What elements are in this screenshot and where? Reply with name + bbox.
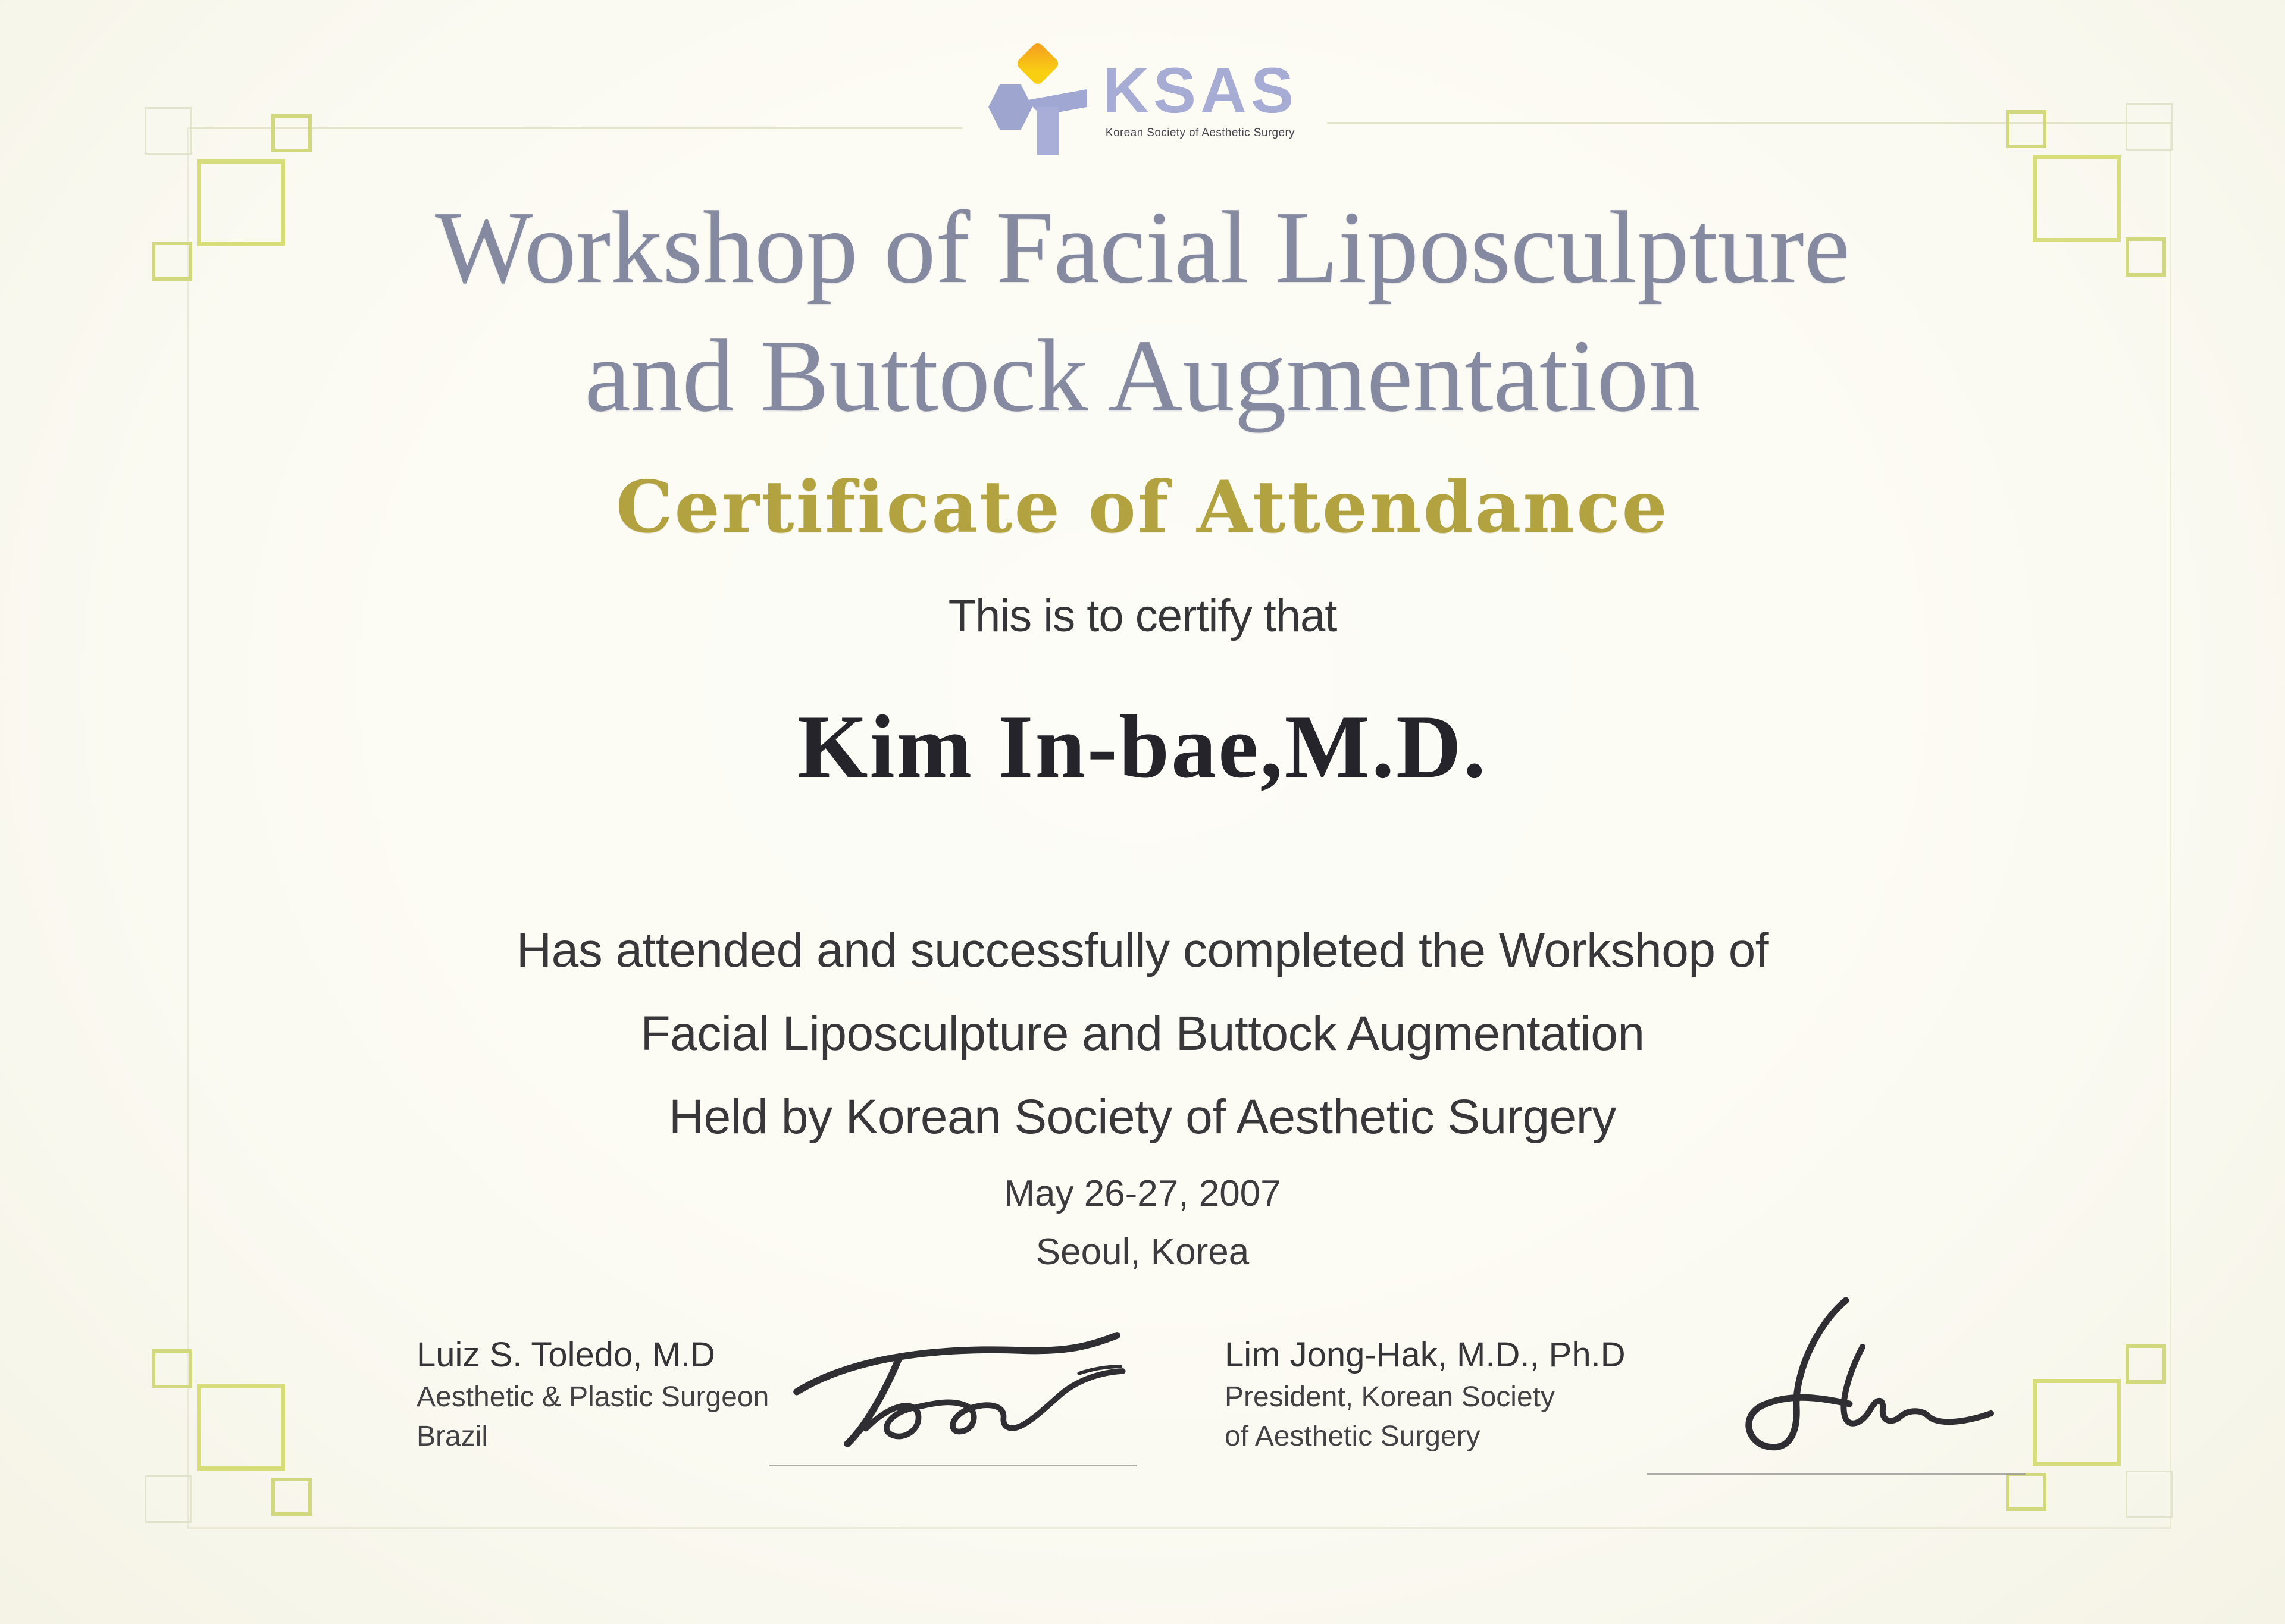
ornament-square-small (2006, 110, 2046, 148)
recipient-name: Kim In-bae,M.D. (797, 697, 1488, 797)
signatory-left-title: Aesthetic & Plastic Surgeon (417, 1381, 769, 1413)
logo-tagline: Korean Society of Aesthetic Surgery (1105, 127, 1295, 139)
ornament-square-small (2006, 1473, 2046, 1511)
logo-flame-shape (1015, 41, 1060, 86)
ornament-square-small (2126, 1344, 2166, 1384)
event-details (0, 1165, 2285, 1281)
signatory-right-name: Lim Jong-Hak, M.D., Ph.D (1225, 1335, 1626, 1374)
body-paragraph (0, 909, 2285, 1159)
certify-line: This is to certify that (948, 591, 1337, 641)
ornament-square-small (152, 1349, 192, 1388)
ornament-square-medium (2033, 1379, 2121, 1466)
ornament-square-small (271, 1478, 312, 1516)
signatory-right-org: of Aesthetic Surgery (1225, 1421, 1480, 1452)
body-line2: Facial Liposculpture and Buttock Augmentation (640, 1007, 1645, 1061)
logo-stem-shape (1037, 107, 1059, 155)
logo-text-group (1103, 45, 1298, 140)
corner-ornament-bottom-left (145, 1331, 341, 1528)
signature-line-right (1647, 1473, 2026, 1475)
signature-lim-handwriting (1666, 1291, 1999, 1463)
corner-ornament-bottom-right (1977, 1327, 2173, 1523)
ksas-logo (987, 45, 1298, 155)
signature-line-left (769, 1465, 1137, 1466)
ornament-square-small (271, 114, 312, 152)
border-bottom-line (187, 1527, 2171, 1529)
signatory-left-org: Brazil (417, 1421, 489, 1452)
certificate-title-line2: and Buttock Augmentation (584, 318, 1701, 433)
logo-hexagon-shape (988, 84, 1032, 130)
event-location: Seoul, Korea (1035, 1231, 1250, 1272)
ornament-square-medium (197, 1384, 285, 1471)
certificate-subtitle: Certificate of Attendance (616, 465, 1669, 549)
certificate-title-line1: Workshop of Facial Liposculpture (435, 190, 1850, 305)
body-line1: Has attended and successfully completed the Workshop of (516, 923, 1769, 977)
certificate-title (0, 183, 2285, 440)
signatory-left-name: Luiz S. Toledo, M.D (417, 1335, 715, 1374)
signature-toledo-handwriting (780, 1316, 1137, 1459)
signatory-right-title: President, Korean Society (1225, 1381, 1555, 1413)
event-date: May 26-27, 2007 (1004, 1173, 1281, 1214)
ornament-square-faint (145, 1475, 192, 1523)
ornament-square-faint (145, 107, 192, 155)
logo-wordmark: KSAS (1102, 54, 1298, 126)
ornament-square-faint (2126, 103, 2173, 151)
body-line3: Held by Korean Society of Aesthetic Surgery (668, 1090, 1617, 1144)
signatory-left (417, 1333, 769, 1456)
signatory-right (1225, 1333, 1626, 1456)
ksas-logo-icon (987, 45, 1087, 155)
ornament-square-faint (2126, 1471, 2173, 1518)
